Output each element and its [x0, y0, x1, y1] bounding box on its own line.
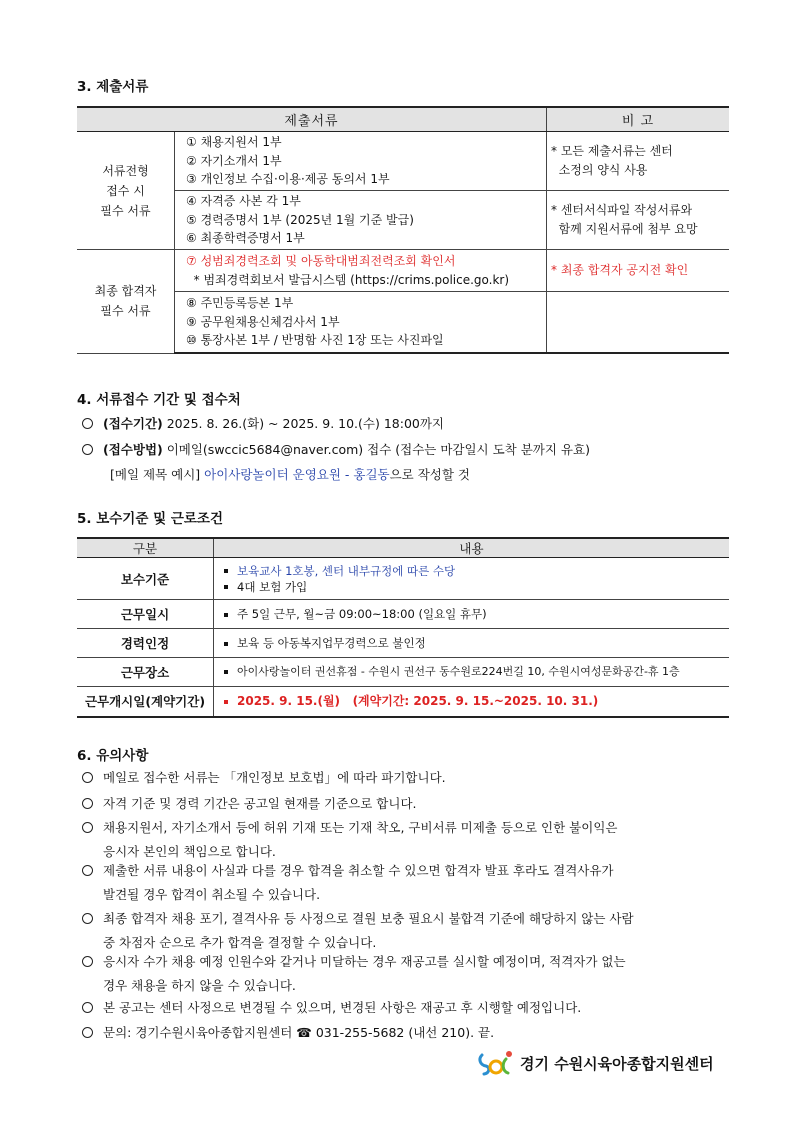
- circle-bullet-icon: [82, 913, 93, 924]
- row-label-start: 근무개시일(계약기간): [77, 687, 214, 717]
- category-final: 최종 합격자 필수 서류: [77, 250, 175, 354]
- note-line: 경우 채용을 하지 않을 수 있습니다.: [103, 978, 296, 993]
- row-label-location: 근무장소: [77, 658, 214, 687]
- row-label-pay: 보수기준: [77, 558, 214, 600]
- method-line: (접수방법) 이메일(swccic5684@naver.com) 접수 (접수는 마감일시 도착 분까지 유효): [82, 440, 590, 458]
- row-label-hours: 근무일시: [77, 600, 214, 629]
- col-cat-header: 구분: [77, 538, 214, 558]
- note-line: 자격 기준 및 경력 기간은 공고일 현재를 기준으로 합니다.: [82, 794, 417, 812]
- doc-group-3: ⑦ 성범죄경력조회 및 아동학대범죄전력조회 확인서 * 범죄경력회보서 발급시스템 (https://crims.police.go.kr): [175, 250, 547, 292]
- doc-group-1: ① 채용지원서 1부 ② 자기소개서 1부 ③ 개인정보 수집·이용·제공 동의서 1부: [175, 132, 547, 191]
- note-line: 메일로 접수한 서류는 「개인정보 보호법」에 따라 파기합니다.: [82, 768, 446, 786]
- doc-group-4: ⑧ 주민등록등본 1부 ⑨ 공무원채용신체검사서 1부 ⑩ 통장사본 1부 / 반명함 사진 1장 또는 사진파일: [175, 292, 547, 354]
- center-logo-icon: [476, 1049, 516, 1077]
- circle-bullet-icon: [82, 798, 93, 809]
- category-screening: 서류전형 접수 시 필수 서류: [77, 132, 175, 250]
- note-group-3: * 최종 합격자 공지전 확인: [547, 250, 730, 292]
- section5-heading: 5. 보수기준 및 근로조건: [77, 511, 223, 527]
- doc-group-2: ④ 자격증 사본 각 1부 ⑤ 경력증명서 1부 (2025년 1월 기준 발급) ⑥ 최종학력증명서 1부: [175, 191, 547, 250]
- note-line: 응시자 본인의 책임으로 합니다.: [103, 844, 276, 859]
- note-line: 제출한 서류 내용이 사실과 다를 경우 합격을 취소할 수 있으면 합격자 발표 후라도 결격사유가: [82, 861, 614, 879]
- note-line: 문의: 경기수원시육아종합지원센터 ☎ 031-255-5682 (내선 210). 끝.: [82, 1023, 494, 1041]
- footer-org: 경기 수원시육아종합지원센터: [476, 1049, 714, 1077]
- note-line: 채용지원서, 자기소개서 등에 허위 기재 또는 기재 착오, 구비서류 미제출 등으로 인한 불이익은: [82, 818, 617, 836]
- section3-heading: 3. 제출서류: [77, 79, 149, 95]
- note-line: 응시자 수가 채용 예정 인원수와 같거나 미달하는 경우 재공고를 실시할 예정이며, 적격자가 없는: [82, 952, 626, 970]
- row-content-start: 2025. 9. 15.(월) (계약기간: 2025. 9. 15.~2025. 10. 31.): [214, 687, 730, 717]
- row-label-career: 경력인정: [77, 629, 214, 658]
- circle-bullet-icon: [82, 956, 93, 967]
- note-line: 발견될 경우 합격이 취소될 수 있습니다.: [103, 887, 321, 902]
- section6-heading: 6. 유의사항: [77, 748, 149, 764]
- section4-heading: 4. 서류접수 기간 및 접수처: [77, 392, 241, 408]
- subject-example-line: [메일 제목 예시] 아이사랑놀이터 운영요원 - 홍길동으로 작성할 것: [110, 467, 471, 482]
- col-docs-header: 제출서류: [77, 107, 547, 132]
- circle-bullet-icon: [82, 772, 93, 783]
- row-content-location: 아이사랑놀이터 권선휴점 - 수원시 권선구 동수원로224번길 10, 수원시여성문화공간-휴 1층: [214, 658, 730, 687]
- circle-bullet-icon: [82, 418, 93, 429]
- note-group-2: * 센터서식파일 작성서류와 함께 지원서류에 첨부 요망: [547, 191, 730, 250]
- conditions-table: [77, 537, 729, 718]
- circle-bullet-icon: [82, 444, 93, 455]
- col-note-header: 비 고: [547, 107, 730, 132]
- col-content-header: 내용: [214, 538, 730, 558]
- period-line: (접수기간) 2025. 8. 26.(화) ~ 2025. 9. 10.(수) 18:00까지: [82, 414, 444, 432]
- note-line: 최종 합격자 채용 포기, 결격사유 등 사정으로 결원 보충 필요시 불합격 기준에 해당하지 않는 사람: [82, 909, 634, 927]
- row-content-pay: 보육교사 1호봉, 센터 내부규정에 따른 수당 4대 보험 가입: [214, 558, 730, 600]
- circle-bullet-icon: [82, 822, 93, 833]
- circle-bullet-icon: [82, 1002, 93, 1013]
- circle-bullet-icon: [82, 865, 93, 876]
- note-line: 본 공고는 센터 사정으로 변경될 수 있으며, 변경된 사항은 재공고 후 시행할 예정입니다.: [82, 998, 581, 1016]
- documents-table: [77, 106, 729, 354]
- row-content-hours: 주 5일 근무, 월~금 09:00~18:00 (일요일 휴무): [214, 600, 730, 629]
- note-group-1: * 모든 제출서류는 센터 소정의 양식 사용: [547, 132, 730, 191]
- row-content-career: 보육 등 아동복지업무경력으로 불인정: [214, 629, 730, 658]
- circle-bullet-icon: [82, 1027, 93, 1038]
- note-group-4: [547, 292, 730, 354]
- note-line: 중 차점자 순으로 추가 합격을 결정할 수 있습니다.: [103, 935, 377, 950]
